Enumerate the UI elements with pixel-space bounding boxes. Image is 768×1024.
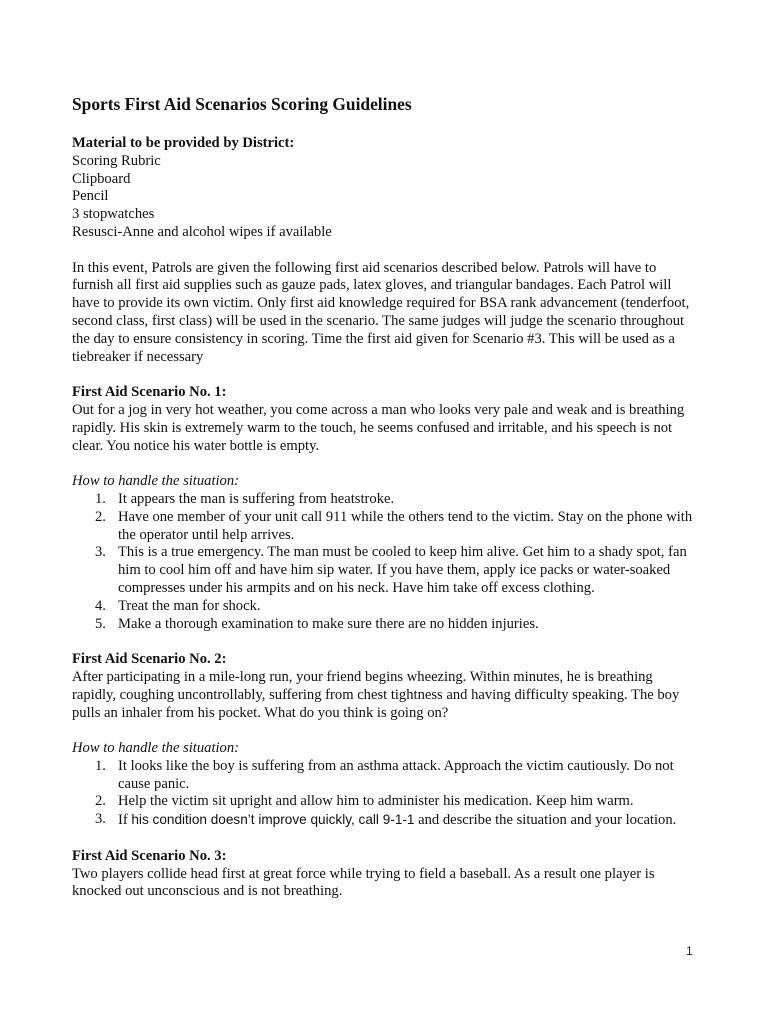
step-number: 1. xyxy=(95,757,106,774)
scenario-2-heading: First Aid Scenario No. 2: xyxy=(72,651,227,668)
list-item xyxy=(72,598,700,616)
document-page xyxy=(72,94,700,901)
scenario-3-heading: First Aid Scenario No. 3: xyxy=(72,847,227,864)
list-item xyxy=(72,793,700,811)
scenario-1-how-label: How to handle the situation: xyxy=(72,473,240,490)
step-number: 3. xyxy=(95,544,106,561)
scenario-2-description: After participating in a mile-long run, your friend begins wheezing. Within minutes, he is breathing rapidly, coughing uncontrollably, suffering from chest tightness and having difficulty speaking. The boy pulls an inhaler from his pocket. What do you think is going on? xyxy=(72,668,680,721)
step-number: 2. xyxy=(95,793,106,810)
list-item xyxy=(72,811,700,830)
step-text: Have one member of your unit call 911 while the others tend to the victim. Stay on the phone with the operator until help arrives. xyxy=(118,508,693,543)
intro-paragraph: In this event, Patrols are given the following first aid scenarios described below. Patrols will have to furnish all first aid supplies such as gauze pads, latex gloves, and triangular bandages. Each Patrol will have to provide its own victim. Only first aid knowledge required for BSA rank advancement (tenderfoot, second class, first class) will be used in the scenario. The same judges will judge the scenario throughout the day to ensure consistency in scoring. Time the first aid given for Scenario #3. This will be used as a tiebreaker if necessary xyxy=(72,259,690,365)
materials-item: Clipboard xyxy=(72,170,131,187)
step-text-suffix: and describe the situation and your location. xyxy=(414,812,677,829)
step-text-prefix: If xyxy=(118,812,132,829)
scenario-1-heading: First Aid Scenario No. 1: xyxy=(72,384,227,401)
step-text: This is a true emergency. The man must be cooled to keep him alive. Get him to a shady spot, fan him to cool him off and have him sip water. If you have them, apply ice packs or water-soaked compresses under his armpits and on his neck. Have him take off excess clothing. xyxy=(118,544,687,596)
materials-item: Resusci-Anne and alcohol wipes if available xyxy=(72,223,332,240)
scenario-2-how-label: How to handle the situation: xyxy=(72,740,240,757)
step-number: 4. xyxy=(95,597,106,614)
step-number: 2. xyxy=(95,508,106,525)
step-text-sans: his condition doesn’t improve quickly, call 9-1-1 xyxy=(131,812,415,828)
step-number: 1. xyxy=(95,490,106,507)
list-item xyxy=(72,616,700,634)
materials-item: Scoring Rubric xyxy=(72,152,161,169)
page-number: 1 xyxy=(686,944,693,958)
step-text: Make a thorough examination to make sure there are no hidden injuries. xyxy=(118,615,539,632)
materials-item: 3 stopwatches xyxy=(72,206,155,223)
step-text: Help the victim sit upright and allow him to administer his medication. Keep him warm. xyxy=(118,793,634,810)
scenario-1-description: Out for a jog in very hot weather, you come across a man who looks very pale and weak and is breathing rapidly. His skin is extremely warm to the touch, he seems confused and irritable, and his speech is not clear. You notice his water bottle is empty. xyxy=(72,401,685,454)
list-item xyxy=(72,758,700,794)
scenario-1-steps xyxy=(72,491,700,633)
document-title: Sports First Aid Scenarios Scoring Guidelines xyxy=(72,94,412,114)
list-item xyxy=(72,509,700,545)
step-text: Treat the man for shock. xyxy=(118,597,261,614)
step-text: It looks like the boy is suffering from an asthma attack. Approach the victim cautiously. Do not cause panic. xyxy=(118,757,674,792)
step-number: 3. xyxy=(95,811,106,828)
materials-heading: Material to be provided by District: xyxy=(72,135,295,151)
step-text: It appears the man is suffering from heatstroke. xyxy=(118,490,395,507)
list-item xyxy=(72,544,700,597)
materials-item: Pencil xyxy=(72,188,109,205)
step-number: 5. xyxy=(95,615,106,632)
scenario-2-steps xyxy=(72,758,700,830)
materials-list xyxy=(72,153,700,242)
scenario-3-description: Two players collide head first at great force while trying to field a baseball. As a result one player is knocked out unconscious and is not breathing. xyxy=(72,865,655,900)
list-item xyxy=(72,491,700,509)
